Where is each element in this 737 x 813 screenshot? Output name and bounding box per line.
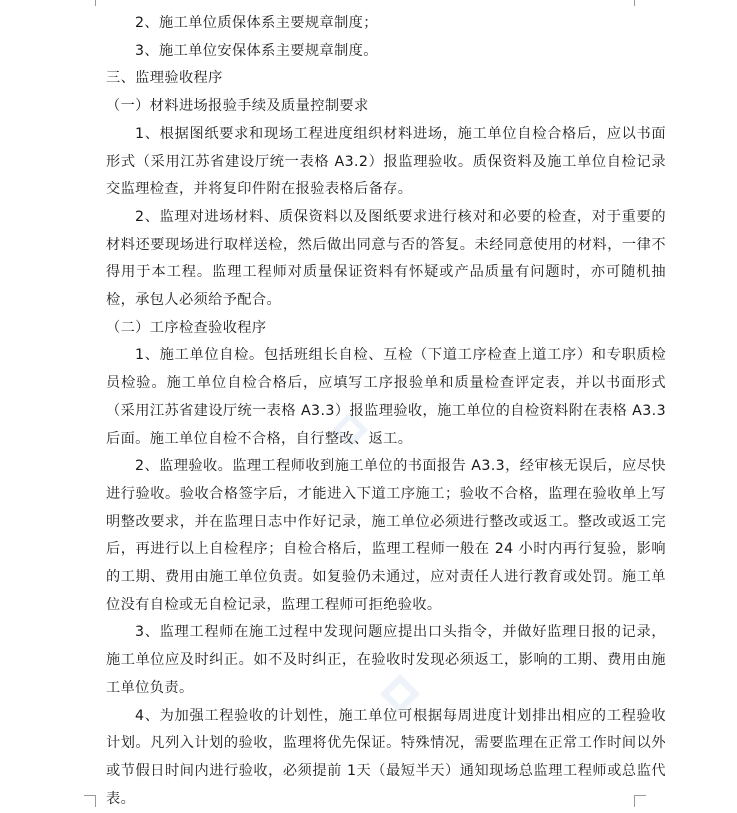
crop-mark-top-right-vertical bbox=[634, 0, 635, 6]
paragraph-process-4: 4、为加强工程验收的计划性，施工单位可根据每周进度计划排出相应的工程验收计划。凡列入计划的验收，监理将优先保证。特殊情况，需要监理在正常工作时间以外或节假日时间内进行验收，必须提前 1天（最短半天）通知现场总监理工程师或总监代表。 bbox=[106, 707, 666, 807]
subsection-heading-process: （二）工序检查验收程序 bbox=[106, 319, 267, 336]
document-body bbox=[106, 10, 666, 813]
paragraph-process-1: 1、施工单位自检。包括班组长自检、互检（下道工序检查上道工序）和专职质检员检验。施工单位自检合格后，应填写工序报验单和质量检查评定表，并以书面形式（采用江苏省建设厅统一表格 A3.3）报监理验收，施工单位的自检资料附在表格 A3.3 后面。施工单位自检不合格，自行整改、返工。 bbox=[106, 347, 666, 447]
crop-mark-top-left-vertical bbox=[95, 0, 96, 6]
paragraph-process-2: 2、监理验收。监理工程师收到施工单位的书面报告 A3.3，经审核无误后，应尽快进行验收。验收合格签字后，才能进入下道工序施工；验收不合格，监理在验收单上写明整改要求，并在监理日志中作好记录，施工单位必须进行整改或返工。整改或返工完后，再进行以上自检程序；自检合格后，监理工程师一般在 24 小时内再行复验，影响的工期、费用由施工单位负责。如复验仍未通过，应对责任人进行教育或处罚。施工单位没有自检或无自检记录，监理工程师可拒绝验收。 bbox=[106, 458, 666, 613]
paragraph-materials-1: 1、根据图纸要求和现场工程进度组织材料进场，施工单位自检合格后，应以书面形式（采用江苏省建设厅统一表格 A3.2）报监理验收。质保资料及施工单位自检记录交监理检查，并将复印件附在报验表格后备存。 bbox=[106, 125, 666, 198]
paragraph-materials-2: 2、监理对进场材料、质保资料以及图纸要求进行核对和必要的检查，对于重要的材料还要现场进行取样送检，然后做出同意与否的答复。未经同意使用的材料，一律不得用于本工程。监理工程师对质量保证资料有怀疑或产品质量有问题时，亦可随机抽检，承包人必须给予配合。 bbox=[106, 208, 666, 309]
paragraph-process-3: 3、监理工程师在施工过程中发现问题应提出口头指令，并做好监理日报的记录，施工单位应及时纠正。如不及时纠正，在验收时发现必须返工，影响的工期、费用由施工单位负责。 bbox=[106, 624, 666, 696]
crop-mark-bottom-left-vertical bbox=[95, 795, 96, 807]
subsection-heading-materials: （一）材料进场报验手续及质量控制要求 bbox=[106, 98, 369, 115]
paragraph-item-3: 3、施工单位安保体系主要规章制度。 bbox=[135, 42, 378, 59]
section-heading: 三、监理验收程序 bbox=[106, 70, 223, 87]
paragraph-item-2: 2、施工单位质保体系主要规章制度； bbox=[135, 15, 378, 31]
